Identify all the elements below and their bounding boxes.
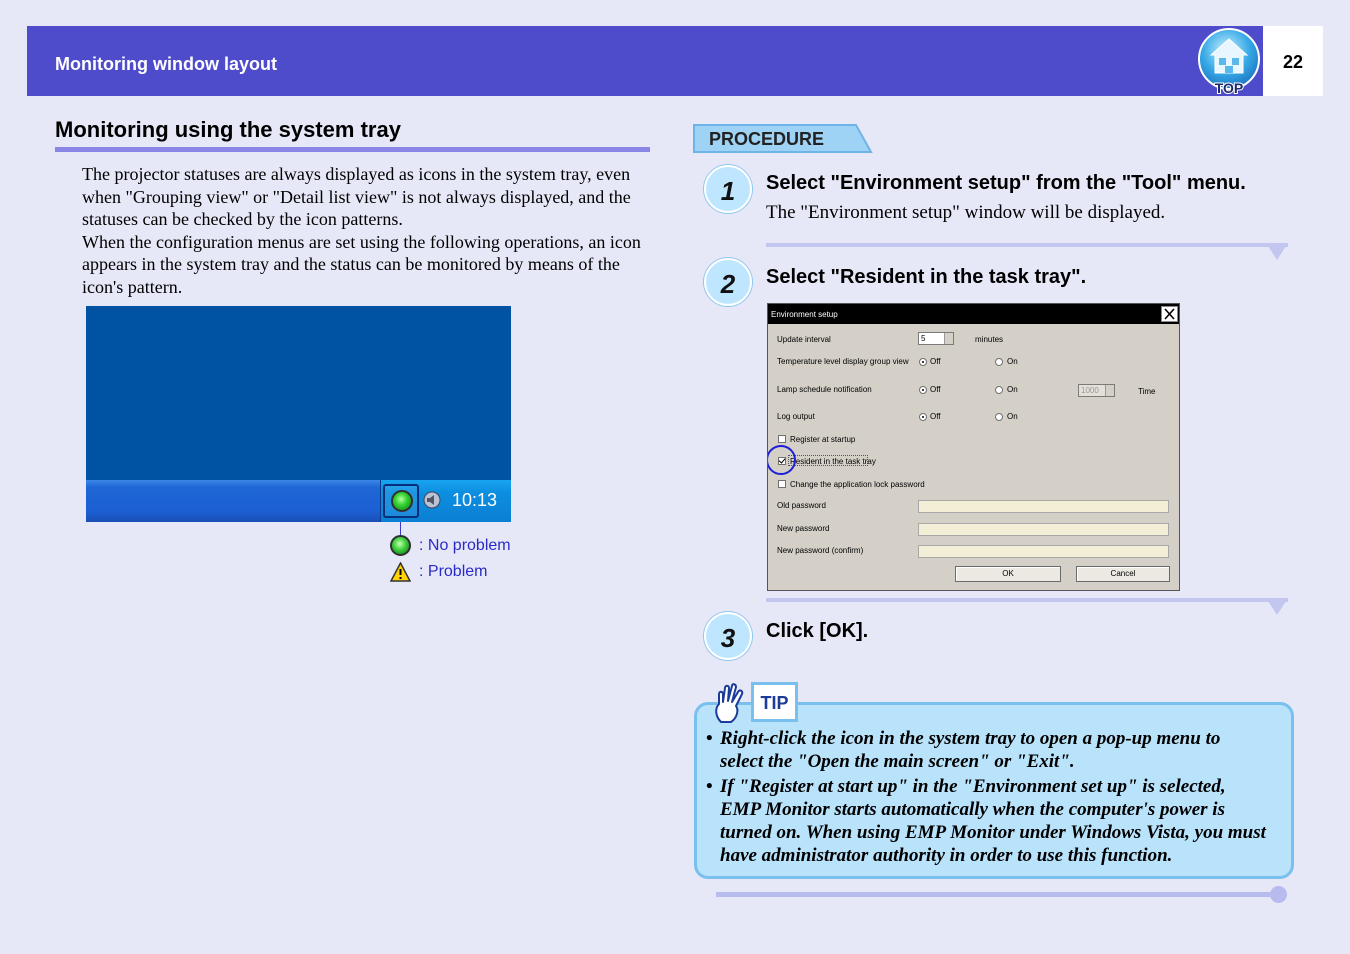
- top-label: TOP: [1214, 80, 1244, 95]
- legend-problem: [390, 562, 487, 582]
- log-on-radio[interactable]: [995, 413, 1003, 421]
- resident-tray-label: Resident in the task tray: [790, 457, 876, 466]
- step-separator: [766, 243, 1288, 261]
- time-label: Time: [1138, 387, 1156, 396]
- register-startup-checkbox[interactable]: [778, 435, 786, 443]
- lamp-off-radio[interactable]: [919, 386, 927, 394]
- tip-item: • If "Register at start up" in the "Environment set up" is selected, EMP Monitor starts automatically when the computer's power is turned on. When using EMP Monitor under Windows Vista, you must have administrator authority in order to use this function.: [706, 775, 1266, 867]
- on-label: On: [1007, 385, 1018, 394]
- tip-label: TIP: [760, 693, 789, 713]
- temperature-on-radio[interactable]: [995, 358, 1003, 366]
- page-header: [27, 26, 1263, 96]
- page-number-box: [1263, 26, 1323, 96]
- legend-label: : Problem: [419, 563, 488, 580]
- step-number: 2: [720, 269, 736, 299]
- spinner-arrows[interactable]: [944, 333, 953, 344]
- intro-text: [82, 163, 652, 298]
- temperature-off-radio[interactable]: [919, 358, 927, 366]
- temperature-label: Temperature level display group view: [777, 357, 909, 366]
- off-label: Off: [930, 357, 941, 366]
- new-password-label: New password: [777, 524, 830, 533]
- log-off-radio[interactable]: [919, 413, 927, 421]
- step-separator: [766, 598, 1288, 616]
- callout-line: [400, 522, 401, 536]
- lamp-hours-value: 1000: [1081, 386, 1099, 395]
- minutes-label: minutes: [975, 335, 1004, 344]
- lamp-on-radio[interactable]: [995, 386, 1003, 394]
- step-number: 1: [720, 176, 736, 206]
- tip-item: • Right-click the icon in the system tray to open a pop-up menu to select the "Open the main screen" or "Exit".: [706, 727, 1266, 773]
- dialog-titlebar: [768, 304, 1179, 324]
- home-icon: [1195, 27, 1263, 95]
- section-divider: [55, 147, 650, 152]
- old-password-field[interactable]: [918, 500, 1169, 513]
- register-startup-label: Register at startup: [790, 435, 856, 444]
- cancel-button[interactable]: Cancel: [1076, 566, 1170, 582]
- highlight-circle: [767, 445, 796, 475]
- lamp-label: Lamp schedule notification: [777, 385, 872, 394]
- ok-button[interactable]: OK: [955, 566, 1061, 582]
- log-output-label: Log output: [777, 412, 815, 421]
- change-password-checkbox[interactable]: [778, 480, 786, 488]
- on-label: On: [1007, 357, 1018, 366]
- tip-list: [706, 727, 1266, 869]
- update-interval-value: 5: [921, 334, 926, 343]
- legend-label: : No problem: [419, 536, 511, 554]
- environment-setup-dialog: [767, 303, 1180, 591]
- off-label: Off: [930, 412, 941, 421]
- step-1-badge: [704, 165, 752, 213]
- step-2-badge: [704, 258, 752, 306]
- dialog-close-button[interactable]: [1161, 306, 1178, 322]
- on-label: On: [1007, 412, 1018, 421]
- step-number: 3: [720, 623, 736, 653]
- top-button[interactable]: [1195, 27, 1263, 95]
- step-3-title: Click [OK].: [766, 620, 869, 642]
- procedure-tag: [693, 124, 873, 153]
- change-password-label: Change the application lock password: [790, 480, 925, 489]
- new-password-confirm-label: New password (confirm): [777, 546, 864, 555]
- procedure-label: PROCEDURE: [709, 129, 825, 149]
- green-status-icon: [390, 535, 411, 556]
- off-label: Off: [930, 385, 941, 394]
- pointing-hand-icon: [711, 682, 749, 724]
- speaker-icon[interactable]: [422, 490, 442, 510]
- system-tray-screenshot: [86, 306, 511, 522]
- page-number: 22: [1282, 52, 1304, 72]
- tray-clock: 10:13: [452, 490, 498, 510]
- step-1-title: Select "Environment setup" from the "Tool" menu.: [766, 172, 1246, 194]
- intro-paragraph-2: When the configuration menus are set using the following operations, an icon appears in the system tray and the status can be monitored by means of the icon's pattern.: [82, 231, 641, 297]
- close-icon: [1162, 307, 1177, 321]
- spinner-arrows[interactable]: [1105, 385, 1114, 396]
- update-interval-label: Update interval: [777, 335, 831, 344]
- lamp-hours-spinner[interactable]: [1078, 384, 1115, 397]
- step-1-description: The "Environment setup" window will be displayed.: [766, 202, 1166, 223]
- update-interval-spinner[interactable]: [918, 332, 954, 345]
- old-password-label: Old password: [777, 501, 826, 510]
- legend-no-problem: [390, 535, 511, 556]
- footer-dot: [1270, 886, 1287, 903]
- dialog-title: Environment setup: [771, 310, 838, 319]
- projector-status-icon[interactable]: [391, 490, 413, 512]
- warning-triangle-icon: [390, 562, 411, 582]
- step-2-title: Select "Resident in the task tray".: [766, 266, 1087, 288]
- section-title: Monitoring using the system tray: [55, 117, 401, 142]
- new-password-field[interactable]: [918, 523, 1169, 536]
- new-password-confirm-field[interactable]: [918, 545, 1169, 558]
- intro-paragraph-1: The projector statuses are always displayed as icons in the system tray, even when "Grouping view" or "Detail list view" is not always displayed, and the statuses can be checked by the icon patterns.: [82, 164, 631, 229]
- header-title: Monitoring window layout: [55, 54, 277, 74]
- step-3-badge: [704, 612, 752, 660]
- footer-rule: [716, 892, 1276, 897]
- tip-tag: [751, 682, 798, 722]
